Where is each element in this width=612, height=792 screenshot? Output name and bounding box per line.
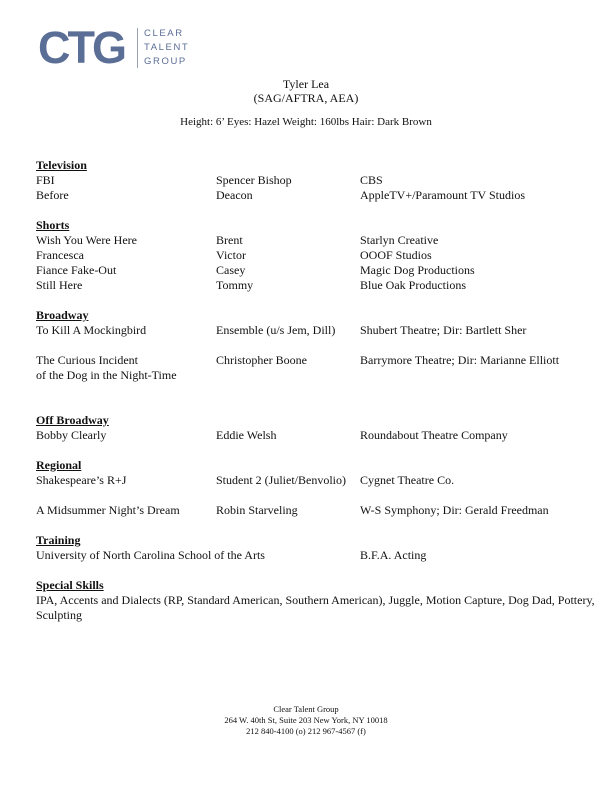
training-row xyxy=(36,548,596,563)
credit-company: Starlyn Creative xyxy=(360,233,439,247)
special-skills-text: IPA, Accents and Dialects (RP, Standard American, Southern American), Juggle, Motion Capture, Dog Dad, Pottery, Sculpting xyxy=(36,593,595,622)
credit-title: Fiance Fake-Out xyxy=(36,263,117,277)
credit-role: Eddie Welsh xyxy=(216,428,277,442)
footer-address: 264 W. 40th St, Suite 203 New York, NY 10018 xyxy=(224,715,388,725)
logo-wordmark xyxy=(144,27,189,69)
credit-title: Bobby Clearly xyxy=(36,428,107,442)
section-special-skills xyxy=(36,578,596,623)
logo-letters: CTG xyxy=(38,22,124,73)
footer-agency-name: Clear Talent Group xyxy=(273,704,339,714)
section-training xyxy=(36,533,596,563)
section-title: Special Skills xyxy=(36,578,104,592)
section-title: Broadway xyxy=(36,308,89,322)
credit-title-continued: of the Dog in the Night-Time xyxy=(36,368,177,382)
credit-title: Shakespeare’s R+J xyxy=(36,473,127,487)
credit-company: Blue Oak Productions xyxy=(360,278,466,292)
credit-title: Francesca xyxy=(36,248,84,262)
section-broadway xyxy=(36,308,596,398)
logo-divider xyxy=(137,28,138,68)
agency-logo xyxy=(38,22,190,73)
logo-word: GROUP xyxy=(144,56,187,67)
section-title: Off Broadway xyxy=(36,413,109,427)
training-school: University of North Carolina School of the Arts xyxy=(36,548,265,562)
credit-row xyxy=(36,233,596,248)
credit-title: Wish You Were Here xyxy=(36,233,137,247)
credit-role: Robin Starveling xyxy=(216,503,298,517)
credit-row xyxy=(36,323,596,353)
section-gap xyxy=(36,293,596,308)
actor-name: Tyler Lea xyxy=(282,77,330,91)
credit-title: A Midsummer Night’s Dream xyxy=(36,503,180,517)
credit-row xyxy=(36,428,596,443)
credit-row xyxy=(36,473,596,503)
section-shorts xyxy=(36,218,596,293)
section-regional xyxy=(36,458,596,518)
credit-role: Tommy xyxy=(216,278,254,292)
section-gap xyxy=(36,563,596,578)
credit-company: Barrymore Theatre; Dir: Marianne Elliott xyxy=(360,353,560,367)
logo-word: CLEAR xyxy=(144,28,184,39)
section-off-broadway xyxy=(36,413,596,443)
union-affiliations: (SAG/AFTRA, AEA) xyxy=(253,91,359,105)
section-gap xyxy=(36,518,596,533)
credit-title: FBI xyxy=(36,173,55,187)
credit-company: AppleTV+/Paramount TV Studios xyxy=(360,188,525,202)
credit-company: Cygnet Theatre Co. xyxy=(360,473,455,487)
credit-title: The Curious Incident xyxy=(36,353,138,367)
credit-company: Shubert Theatre; Dir: Bartlett Sher xyxy=(360,323,527,337)
credit-company: CBS xyxy=(360,173,383,187)
credit-row xyxy=(36,248,596,263)
footer-phone: 212 840-4100 (o) 212 967-4567 (f) xyxy=(246,726,366,736)
credit-row xyxy=(36,188,596,203)
credit-row xyxy=(36,173,596,188)
logo-word: TALENT xyxy=(144,42,190,53)
physical-stats: Height: 6’ Eyes: Hazel Weight: 160lbs Hair: Dark Brown xyxy=(180,116,432,128)
credit-company: Magic Dog Productions xyxy=(360,263,475,277)
agency-footer xyxy=(0,704,612,737)
credit-role: Student 2 (Juliet/Benvolio) xyxy=(216,473,346,487)
training-degree: B.F.A. Acting xyxy=(360,548,427,562)
credit-role: Deacon xyxy=(216,188,253,202)
section-television xyxy=(36,158,596,203)
credit-role: Brent xyxy=(216,233,243,247)
credit-row xyxy=(36,263,596,278)
credit-title: Still Here xyxy=(36,278,83,292)
credit-role: Christopher Boone xyxy=(216,353,307,367)
credit-role: Casey xyxy=(216,263,246,277)
section-gap xyxy=(36,398,596,413)
credit-company: W-S Symphony; Dir: Gerald Freedman xyxy=(360,503,549,517)
section-title: Regional xyxy=(36,458,82,472)
credit-row xyxy=(36,503,596,518)
credit-row xyxy=(36,278,596,293)
credit-role: Spencer Bishop xyxy=(216,173,292,187)
section-gap xyxy=(36,203,596,218)
section-gap xyxy=(36,443,596,458)
credit-role: Victor xyxy=(216,248,246,262)
section-title: Television xyxy=(36,158,87,172)
credit-role: Ensemble (u/s Jem, Dill) xyxy=(216,323,336,337)
credit-company: Roundabout Theatre Company xyxy=(360,428,508,442)
credit-company: OOOF Studios xyxy=(360,248,432,262)
section-title: Training xyxy=(36,533,81,547)
section-title: Shorts xyxy=(36,218,70,232)
credit-title: Before xyxy=(36,188,69,202)
credit-title: To Kill A Mockingbird xyxy=(36,323,147,337)
credit-row xyxy=(36,353,596,398)
resume-body xyxy=(36,158,596,623)
